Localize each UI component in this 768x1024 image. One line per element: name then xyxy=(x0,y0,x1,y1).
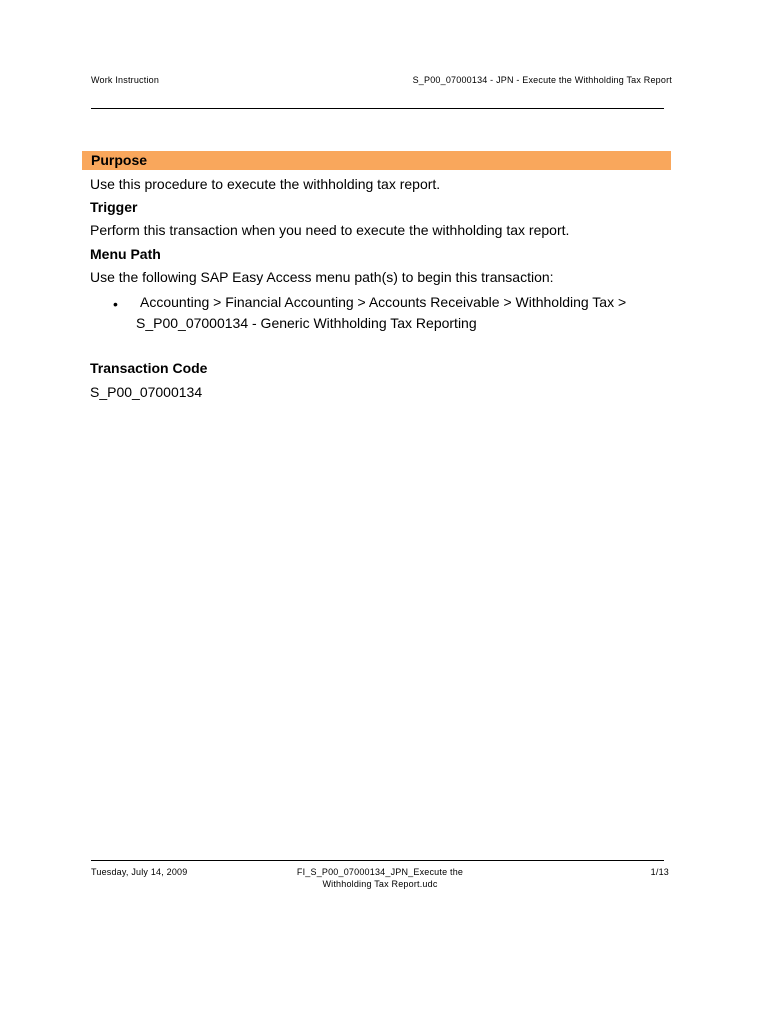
menu-path-text: Use the following SAP Easy Access menu path(s) to begin this transaction: xyxy=(90,269,554,285)
trigger-text: Perform this transaction when you need to execute the withholding tax report. xyxy=(90,222,570,238)
menu-path-heading: Menu Path xyxy=(90,246,161,262)
footer-filename xyxy=(250,866,510,890)
header-doc-type: Work Instruction xyxy=(91,75,160,85)
trigger-heading: Trigger xyxy=(90,199,138,215)
transaction-code-value: S_P00_07000134 xyxy=(90,384,203,400)
menu-path-item-line1: Accounting > Financial Accounting > Accounts Receivable > Withholding Tax > xyxy=(140,294,627,310)
footer-filename-line2: Withholding Tax Report.udc xyxy=(322,879,438,889)
footer-filename-line1: FI_S_P00_07000134_JPN_Execute the xyxy=(296,867,464,877)
header-divider xyxy=(91,108,664,109)
bullet-icon: • xyxy=(113,296,118,312)
footer-divider xyxy=(91,860,664,861)
purpose-heading: Purpose xyxy=(91,152,148,168)
menu-path-item-line2: S_P00_07000134 - Generic Withholding Tax Reporting xyxy=(136,315,477,331)
purpose-text: Use this procedure to execute the withholding tax report. xyxy=(90,176,441,192)
page-header xyxy=(91,75,672,89)
purpose-heading-band xyxy=(82,151,671,170)
transaction-code-heading: Transaction Code xyxy=(90,360,208,376)
footer-page-number: 1/13 xyxy=(650,867,669,877)
footer-date: Tuesday, July 14, 2009 xyxy=(91,867,188,877)
header-doc-title: S_P00_07000134 - JPN - Execute the Withholding Tax Report xyxy=(412,75,672,85)
